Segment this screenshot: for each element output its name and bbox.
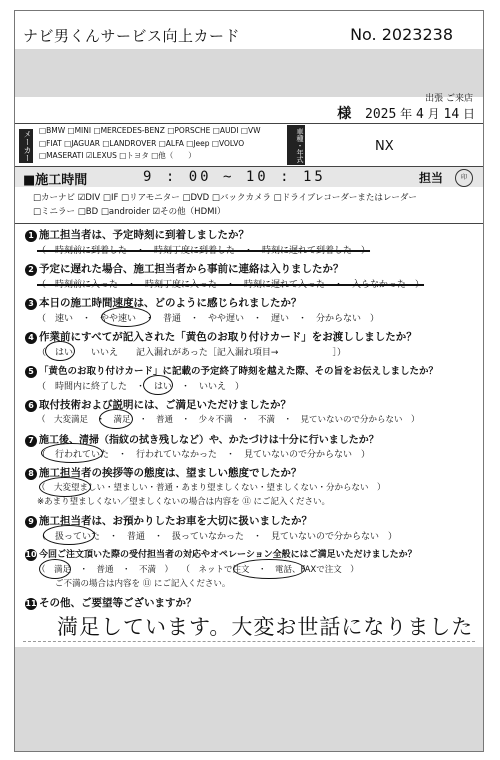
car-model-value: NX: [375, 139, 394, 154]
answer-10: （ 満足 ・ 普通 ・ 不満 ） （ ネットで注文 ・ 電話、FAXで注文 ）: [37, 565, 359, 575]
date-day: 14: [443, 107, 460, 122]
answer-10-note: ご不満の場合は内容を ⑪ にご記入ください。: [55, 579, 231, 589]
question-9: 9 施工担当者は、お預かりしたお車を大切に扱いましたか？: [25, 513, 312, 528]
date-month-unit: 月: [427, 107, 440, 121]
work-time-label: ■施工時間: [23, 173, 88, 188]
selection-circle: [45, 341, 75, 361]
date-day-unit: 日: [462, 107, 475, 121]
question-7: 7 施工後、清掃（指紋の拭き残しなど）や、かたづけは十分に行いましたか？: [25, 431, 379, 447]
car-model-label: 車種・年式: [287, 125, 305, 165]
maker-checklist: [39, 125, 261, 163]
question-3: 3 本日の施工時間速度は、どのように感じられましたか？: [25, 295, 302, 310]
question-11: 11 その他、ご要望等ございますか？: [25, 597, 197, 609]
maker-row-1: □BMW □MINI □MERCEDES-BENZ □PORSCHE □AUDI □VW: [39, 126, 261, 135]
visit-mode: 出張 ご来店: [425, 94, 473, 104]
selection-circle: [41, 443, 103, 463]
staff-stamp: 印: [455, 169, 473, 187]
selection-circle: [39, 559, 71, 579]
answer-2: （ 時刻前に入った ・ 時刻丁度に入った ・ 時刻に遅れて入った ・ 入らなかった ）: [37, 280, 425, 290]
options-row-2: □ミニラー □BD □androider ☑その他（HDMI）: [33, 207, 226, 217]
answer-5: （ 時間内に終了した ・ はい ・ いいえ ）: [37, 382, 245, 392]
bullet-icon: ■: [23, 173, 36, 188]
redacted-area-bottom: [15, 647, 483, 751]
date-year-unit: 年: [400, 107, 413, 121]
maker-row-2: □FIAT □JAGUAR □LANDROVER □ALFA □Jeep □VOLVO: [39, 138, 245, 148]
question-10: 10 今回ご注文頂いた際の受付担当者の対応やオペレーション全般にはご満足いただけましたか？: [25, 550, 417, 560]
date-month: 4: [416, 107, 424, 122]
selection-circle: [101, 307, 151, 327]
maker-row-3: □MASERATI ☑LEXUS □トヨタ □他（ ）: [39, 151, 196, 160]
maker-label: メーカー: [19, 129, 33, 163]
answer-8: （ 大変望ましい・望ましい・普通・あまり望ましくない・望ましくない・分からない ）: [37, 483, 386, 493]
divider: [15, 123, 483, 124]
date-year: 2025: [365, 107, 397, 122]
answer-8-note: ※あまり望ましくない／望ましくないの場合は内容を ⑪ にご記入ください。: [37, 497, 331, 507]
customer-honorific: 様: [337, 106, 352, 122]
card-number-label: No.: [350, 25, 377, 44]
answer-6: （ 大変満足 ・ 満足 ・ 普通 ・ 少々不満 ・ 不満 ・ 見ていないので分からない ）: [37, 415, 420, 425]
selection-circle: [39, 477, 91, 497]
customer-date-line: [337, 103, 475, 123]
options-row-1: □カーナビ ☑DIV □IF □リアモニター □DVD □バックカメラ □ドライブレコーダーまたはレーダー: [33, 193, 417, 203]
question-6: 6 取付技術および説明には、ご満足いただけましたか？: [25, 397, 291, 412]
card-number: [350, 25, 453, 44]
redacted-area-top: [15, 49, 483, 97]
answer-1: （ 時刻前に到着した ・ 時刻丁度に到着した ・ 時刻に遅れて到着した ）: [37, 246, 371, 256]
selection-circle: [233, 559, 305, 579]
question-4: 4 作業前にすべてが記入された「黄色のお取り付けカード」をお渡ししましたか？: [25, 329, 417, 344]
answer-9: （ 扱っていた ・ 普通 ・ 扱っていなかった ・ 見ていないので分からない ）: [37, 532, 398, 542]
question-2: 2 予定に遅れた場合、施工担当者から事前に連絡は入りましたか？: [25, 261, 344, 276]
divider: [15, 223, 483, 224]
service-card: [14, 10, 484, 752]
question-1: 1 施工担当者は、予定時刻に到着しましたか？: [25, 227, 249, 242]
question-5: 5 「黄色のお取り付けカード」に記載の予定終了時刻を越えた際、その旨をお伝えしましたか？: [25, 363, 438, 378]
answer-4: （ はい いいえ 記入漏れがあった［記入漏れ項目→ ］）: [37, 348, 346, 358]
product-options: [33, 191, 481, 219]
handwritten-comment: 満足しています。大変お世話になりました: [57, 615, 474, 639]
answer-3: （ 速い ・ やや速い ・ 普通 ・ やや遅い ・ 遅い ・ 分からない ）: [37, 314, 380, 324]
selection-circle: [99, 409, 133, 429]
card-title: ナビ男くんサービス向上カード: [23, 27, 241, 45]
selection-circle: [43, 525, 95, 545]
question-8: 8 施工担当者の挨拶等の態度は、望ましい態度でしたか？: [25, 465, 302, 480]
selection-circle: [143, 375, 173, 395]
answer-7: （ 行われていた ・ 行われていなかった ・ 見ていないので分からない ）: [37, 450, 371, 460]
work-time-value: 9 : 00 ~ 10 : 15: [143, 169, 326, 185]
comment-line: [23, 641, 475, 642]
staff-label: 担当: [419, 171, 444, 185]
card-number-value: 2023238: [381, 25, 453, 44]
